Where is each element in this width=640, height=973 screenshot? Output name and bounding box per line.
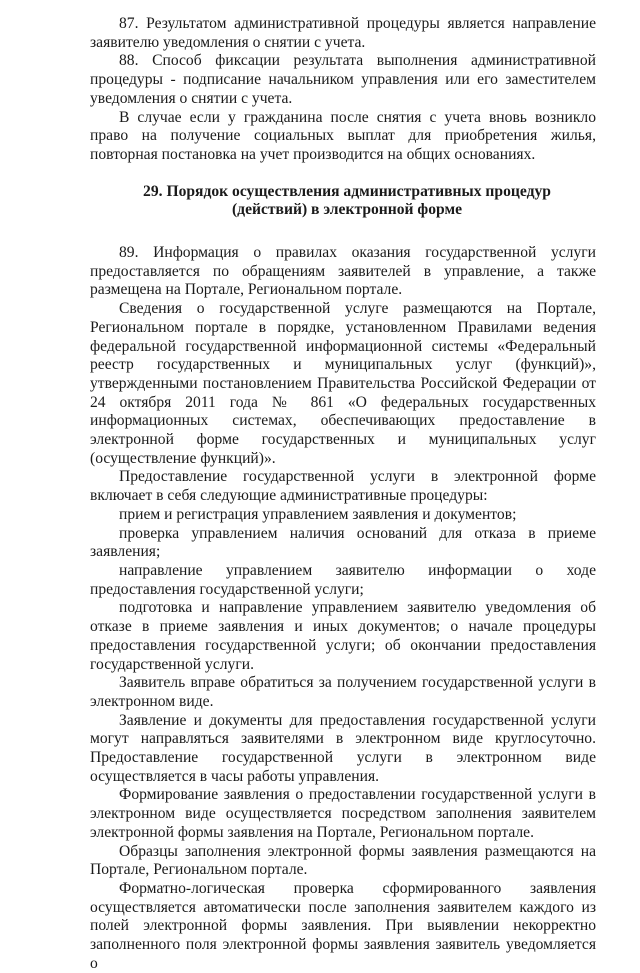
paragraph-re-registration: В случае если у гражданина после снятия с учета вновь возникло право на получение социальных выплат для приобретения жилья, повторная постановка на учет производится на общих основаниях. (90, 108, 596, 163)
paragraph-87: 87. Результатом административной процедуры является направление заявителю уведомления о снятии с учета. (90, 15, 596, 51)
paragraph-88: 88. Способ фиксации результата выполнения административной процедуры - подписание начальником управления или его заместителем уведомления о снятии с учета. (90, 52, 596, 107)
list-item-notifications: подготовка и направление управлением заявителю уведомления об отказе в приеме заявления и иных документов; о начале процедуры предоставления государственной услуги; об окончании предоставления государственной услуги. (90, 599, 596, 673)
paragraph-form-samples: Образцы заполнения электронной формы заявления размещаются на Портале, Региональном портале. (90, 842, 596, 879)
paragraph-procedures-intro: Предоставление государственной услуги в электронной форме включает в себя следующие административные процедуры: (90, 468, 596, 505)
list-item-info-progress: направление управлением заявителю информации о ходе предоставления государственной услуги; (90, 561, 596, 598)
paragraph-submission-hours: Заявление и документы для предоставления государственной услуги могут направляться заявителями в электронном виде круглосуточно. Предоставление государственной услуги в электронном виде осуществляется в часы работы управления. (90, 711, 596, 785)
paragraph-89: 89. Информация о правилах оказания государственной услуги предоставляется по обращениям заявителей в управление, а также размещена на Портале, Региональном портале. (90, 244, 596, 299)
list-item-check: проверка управлением наличия оснований для отказа в приеме заявления; (90, 524, 596, 561)
list-item-reception: прием и регистрация управлением заявления и документов; (119, 505, 517, 523)
paragraph-format-check: Форматно-логическая проверка сформированного заявления осуществляется автоматически после заполнения заявителем каждого из полей электронной формы заявления. При выявлении некорректно заполненного поля электронной формы заявления заявитель уведомляется о (90, 879, 596, 972)
paragraph-applicant-right: Заявитель вправе обратиться за получением государственной услуги в электронном виде. (90, 674, 596, 710)
paragraph-form-filling: Формирование заявления о предоставлении государственной услуги в электронном виде осуществляется посредством заполнения заявителем электронной формы заявления на Портале, Региональном портале. (90, 786, 596, 841)
spacer (90, 220, 596, 244)
spacer (90, 165, 596, 183)
section-heading-line-2: (действий) в электронной форме (231, 201, 462, 219)
section-heading-line-1: 29. Порядок осуществления административных процедур (143, 182, 551, 200)
section-heading (90, 183, 596, 220)
paragraph-service-info: Сведения о государственной услуге размещаются на Портале, Региональном портале в порядке, установленном Правилами ведения федеральной государственной информационной системы «Федеральный реестр государственных и муниципальных услуг (функций)», утвержденными постановлением Правительства Российской Федерации от 24 октября 2011 года № 861 «О федеральных государственных информационных системах, обеспечивающих предоставление в электронной форме государственных и муниципальных услуг (осуществление функций)». (90, 300, 596, 467)
